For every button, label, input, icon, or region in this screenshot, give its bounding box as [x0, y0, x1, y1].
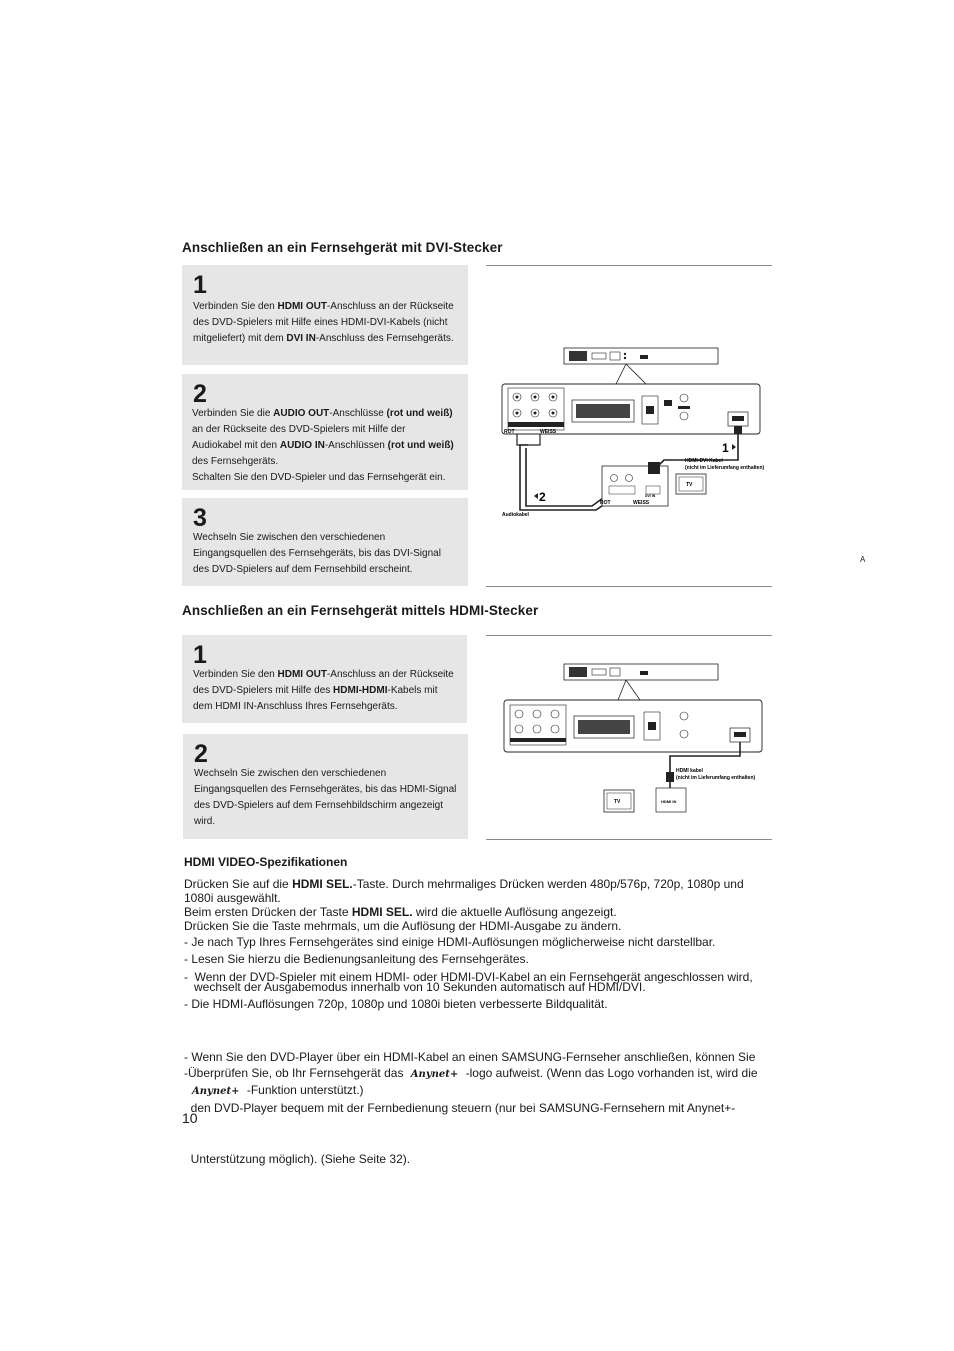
samsung-note-line: Unterstützung möglich). (Siehe Seite 32). [184, 1152, 411, 1166]
step-box-1 [182, 265, 468, 365]
label-cable: HDMI-DVI Kabel [685, 458, 723, 464]
text-line: Eingangsquellen des Fernsehgerätes, bis das HDMI-Signal [194, 784, 457, 795]
step-box-3 [182, 498, 468, 586]
text-line: des DVD-Spielers mit Hilfe eines HDMI-DVI-Kabels (nicht [193, 317, 448, 328]
divider [486, 839, 772, 840]
anynet-check-text-2: -logo aufweist. (Wenn das Logo vorhanden ist, wird die [465, 1066, 758, 1080]
step-text [193, 667, 454, 715]
anynet-logo: Anynet+ [410, 1069, 459, 1080]
step-box-hdmi-1 [182, 635, 467, 723]
text-line: Drücken Sie die Taste mehrmals, um die Auflösung der HDMI-Ausgabe zu ändern. [184, 919, 622, 933]
svg-text:TV: TV [686, 482, 693, 488]
text-line: Verbinden Sie die AUDIO OUT-Anschlüsse (rot und weiß) [192, 408, 453, 419]
label-weiss: WEISS [540, 429, 557, 435]
section-title-dvi: Anschließen an ein Fernsehgerät mit DVI-Stecker [182, 240, 503, 255]
dvi-connection-diagram [496, 340, 766, 525]
page-number: 10 [182, 1110, 198, 1126]
text-line: Drücken Sie auf die HDMI SEL.-Taste. Durch mehrmaliges Drücken werden 480p/576p, 720p, 1080p und [184, 877, 744, 891]
marker-2: 2 [539, 490, 546, 504]
label-cable-note: (nicht im Lieferumfang enthalten) [676, 775, 756, 781]
anynet-logo: Anynet+ [192, 1086, 240, 1097]
text-line: Verbinden Sie den HDMI OUT-Anschluss an der Rückseite [193, 669, 454, 680]
spec-bullet: - Lesen Sie hierzu die Bedienungsanleitung des Fernsehgerätes. [184, 952, 529, 966]
spec-bullet: - Wenn der DVD-Spieler mit einem HDMI- oder HDMI-DVI-Kabel an ein Fernsehgerät angeschlossen wird, [184, 970, 753, 984]
step-text [192, 406, 454, 486]
anynet-function-text: -Funktion unterstützt.) [246, 1083, 364, 1097]
label-rot-2: ROT [600, 500, 611, 506]
svg-text:TV: TV [614, 799, 621, 805]
samsung-note [184, 1015, 755, 1185]
spec-bullet: - Je nach Typ Ihres Fernsehgerätes sind einige HDMI-Auflösungen möglicherweise nicht darstellbar. [184, 935, 716, 949]
label-rot: ROT [504, 429, 515, 435]
text-line: Wechseln Sie zwischen den verschiedenen [194, 768, 387, 779]
text-line: Verbinden Sie den HDMI OUT-Anschluss an der Rückseite [193, 301, 454, 312]
step-number: 1 [193, 271, 207, 299]
step-number: 3 [193, 504, 207, 532]
svg-text:HDMI IN: HDMI IN [661, 799, 677, 804]
text-line: Eingangsquellen des Fernsehgeräts, bis das DVI-Signal [193, 548, 441, 559]
text-line: Audiokabel mit den AUDIO IN-Anschlüssen (rot und weiß) [192, 440, 454, 451]
step-number: 1 [193, 641, 207, 669]
label-weiss-2: WEISS [633, 500, 650, 506]
step-box-hdmi-2 [183, 734, 468, 839]
text-line: an der Rückseite des DVD-Spielers mit Hilfe der [192, 424, 406, 435]
spec-heading: HDMI VIDEO-Spezifikationen [184, 855, 348, 869]
samsung-note-line: den DVD-Player bequem mit der Fernbedienung steuern (nur bei SAMSUNG-Fernsehern mit Anynet+- [184, 1101, 736, 1115]
marker-1: 1 [722, 441, 729, 455]
text-line: wird. [194, 816, 216, 827]
hdmi-connection-diagram [500, 660, 770, 820]
text-line: mitgeliefert) mit dem DVI IN-Anschluss des Fernsehgeräts. [193, 333, 454, 344]
step-text [193, 530, 441, 578]
text-line: des Fernsehgeräts. [192, 456, 279, 467]
anynet-function-line [192, 1083, 364, 1097]
text-line: Schalten Sie den DVD-Spieler und das Fernsehgerät ein. [192, 472, 446, 483]
spec-bullet: wechselt der Ausgabemodus innerhalb von 10 Sekunden automatisch auf HDMI/DVI. [184, 980, 646, 994]
section-title-hdmi: Anschließen an ein Fernsehgerät mittels HDMI-Stecker [182, 603, 539, 618]
spec-bullet: - Die HDMI-Auflösungen 720p, 1080p und 1080i bieten verbesserte Bildqualität. [184, 997, 608, 1011]
step-text [194, 766, 456, 830]
step-box-2 [182, 374, 468, 490]
label-cable: HDMI kabel [676, 768, 703, 774]
step-number: 2 [193, 380, 207, 408]
text-line: Beim ersten Drücken der Taste HDMI SEL. wird die aktuelle Auflösung angezeigt. [184, 905, 617, 919]
step-text [193, 299, 454, 347]
text-line: 1080i ausgewählt. [184, 891, 281, 905]
label-audiokabel: Audiokabel [502, 512, 529, 518]
label-dvi-in: DVI IN [645, 494, 656, 498]
text-line: des DVD-Spielers mit Hilfe des HDMI-HDMI-Kabels mit [193, 685, 438, 696]
step-number: 2 [194, 740, 208, 768]
anynet-check-line [184, 1066, 758, 1080]
samsung-note-line: - Wenn Sie den DVD-Player über ein HDMI-Kabel an einen SAMSUNG-Fernseher anschließen, können Sie [184, 1050, 756, 1064]
divider [486, 586, 772, 587]
anynet-check-text: -Überprüfen Sie, ob Ihr Fernsehgerät das [184, 1066, 404, 1080]
spec-paragraph [184, 877, 774, 933]
text-line: Wechseln Sie zwischen den verschiedenen [193, 532, 386, 543]
text-line: des DVD-Spielers auf dem Fernsehbildschirm angezeigt [194, 800, 444, 811]
divider [486, 635, 772, 636]
label-cable-note: (nicht im Lieferumfang enthalten) [685, 465, 765, 471]
text-line: des DVD-Spielers auf dem Fernsehbild erscheint. [193, 564, 413, 575]
margin-mark: A [860, 555, 866, 564]
text-line: dem HDMI IN-Anschluss Ihres Fernsehgeräts. [193, 701, 398, 712]
divider [486, 265, 772, 266]
